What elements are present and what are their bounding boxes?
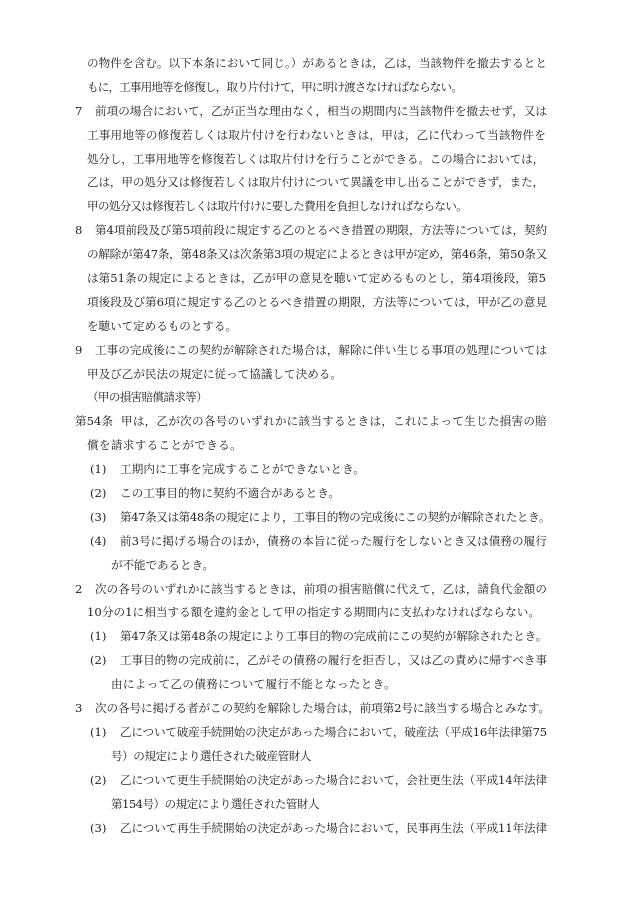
text-line <box>0 721 630 745</box>
text-line <box>0 458 630 482</box>
text-line <box>0 578 630 602</box>
line-text: 工事用地等の修復若しくは取片付けを行わないときは，甲は，乙に代わって当該物件を <box>87 127 546 142</box>
text-line <box>0 243 630 267</box>
line-text: は第51条の規定によるときは，乙が甲の意見を聴いて定めるものとし，第4項後段，第5 <box>87 271 546 286</box>
line-text: 第47条又は第48条の規定により，工事目的物の完成後にこの契約が解除されたとき。 <box>120 509 550 524</box>
text-line <box>0 554 630 578</box>
text-line <box>0 267 630 291</box>
text-line <box>0 506 630 530</box>
text-line <box>0 219 630 243</box>
line-text: 甲の処分又は修復若しくは取片付けに要した費用を負担しなければならない。 <box>87 199 467 214</box>
paragraph-number: 7 <box>75 103 83 118</box>
text-line <box>0 625 630 649</box>
line-text: 処分し，工事用地等を修復若しくは取片付けを行うことができる。この場合においては， <box>87 151 544 166</box>
line-text: 由によって乙の債務について履行不能となったとき。 <box>111 677 396 692</box>
text-line <box>0 148 630 172</box>
text-line <box>0 76 630 100</box>
line-text: 工事目的物の完成前に，乙がその債務の履行を拒否し，又は乙の責めに帰すべき事 <box>120 653 547 668</box>
text-line <box>0 601 630 625</box>
text-line <box>0 482 630 506</box>
item-number: (4) <box>90 533 107 548</box>
paragraph-number: 9 <box>75 342 83 357</box>
line-text: 前項の場合において，乙が正当な理由なく，相当の期間内に当該物件を撤去せず，又は <box>95 103 547 118</box>
line-text: この工事目的物に契約不適合があるとき。 <box>120 486 340 501</box>
text-line <box>0 124 630 148</box>
line-text: の物件を含む。以下本条において同じ。）があるときは，乙は，当該物件を撤去するとと <box>87 56 547 70</box>
text-line <box>0 171 630 195</box>
line-text: 号）の規定により選任された破産管財人 <box>111 748 311 763</box>
item-number: (1) <box>90 629 107 644</box>
line-text: 乙について破産手続開始の決定があった場合において，破産法（平成16年法律第75 <box>120 724 547 739</box>
item-number: (2) <box>90 772 107 787</box>
text-line <box>0 386 630 410</box>
line-text: 次の各号のいずれかに該当するときは，前項の損害賠償に代えて，乙は，請負代金額の <box>95 581 547 596</box>
line-text: 工期内に工事を完成することができないとき。 <box>120 462 365 477</box>
line-text: 甲は，乙が次の各号のいずれかに該当するときは，これによって生じた損害の賠 <box>121 414 547 429</box>
line-text: 甲及び乙が民法の規定に従って協議して決める。 <box>87 366 342 381</box>
text-line <box>0 363 630 387</box>
line-text: もに，工事用地等を修復し，取り片付けて，甲に明け渡さなければならない。 <box>87 79 462 94</box>
text-line <box>0 315 630 339</box>
line-text: の解除が第47条，第48条又は次条第3項の規定によるときは甲が定め，第46条，第50条又 <box>87 247 547 262</box>
text-line <box>0 339 630 363</box>
item-number: (1) <box>90 462 107 477</box>
line-text: 工事の完成後にこの契約が解除された場合は，解除に伴い生じる事項の処理については <box>95 342 547 357</box>
text-line <box>0 195 630 219</box>
text-line <box>0 291 630 315</box>
text-line <box>0 769 630 793</box>
text-line <box>0 649 630 673</box>
text-line <box>0 793 630 817</box>
item-number: (2) <box>90 653 107 668</box>
line-text: 前3号に掲げる場合のほか，債務の本旨に従った履行をしないとき又は債務の履行 <box>120 533 547 548</box>
text-line <box>0 817 630 841</box>
document-page <box>0 52 630 840</box>
text-line <box>0 100 630 124</box>
paragraph-number: 3 <box>75 701 83 716</box>
line-text: 第47条又は第48条の規定により工事目的物の完成前にこの契約が解除されたとき。 <box>120 629 547 644</box>
line-text: を聴いて定めるものとする。 <box>87 318 237 333</box>
paragraph-number: 8 <box>75 223 83 238</box>
line-text: 項後段及び第6項に規定する乙のとるべき措置の期限，方法等については，甲が乙の意見 <box>87 294 547 309</box>
line-text: 乙について再生手続開始の決定があった場合において，民事再生法（平成11年法律 <box>120 820 547 835</box>
text-line <box>0 434 630 458</box>
text-line <box>0 530 630 554</box>
line-text: が不能であるとき。 <box>111 557 214 572</box>
item-number: (3) <box>90 820 107 835</box>
item-number: (2) <box>90 486 107 501</box>
line-text: 次の各号に掲げる者がこの契約を解除した場合は，前項第2号に該当する場合とみなす。 <box>95 701 550 716</box>
line-text: 第4項前段及び第5項前段に規定する乙のとるべき措置の期限，方法等については，契約 <box>95 223 547 238</box>
line-text: 第154号）の規定により選任された管財人 <box>111 796 319 811</box>
text-line <box>0 52 630 76</box>
item-number: (1) <box>90 724 107 739</box>
text-line <box>0 410 630 434</box>
line-text: 償を請求することができる。 <box>87 438 242 453</box>
line-text: 乙について更生手続開始の決定があった場合において，会社更生法（平成14年法律 <box>120 772 547 787</box>
line-text: 乙は，甲の処分又は修復若しくは取片付けについて異議を申し出ることができず，また， <box>87 175 544 190</box>
line-text: 10分の1に相当する額を違約金として甲の指定する期間内に支払わなければならない。 <box>87 605 540 620</box>
article-heading: （甲の損害賠償請求等） <box>87 390 207 405</box>
text-line <box>0 745 630 769</box>
paragraph-number: 2 <box>75 581 83 596</box>
text-line <box>0 673 630 697</box>
article-number: 第54条 <box>75 414 113 429</box>
text-line <box>0 697 630 721</box>
item-number: (3) <box>90 509 107 524</box>
